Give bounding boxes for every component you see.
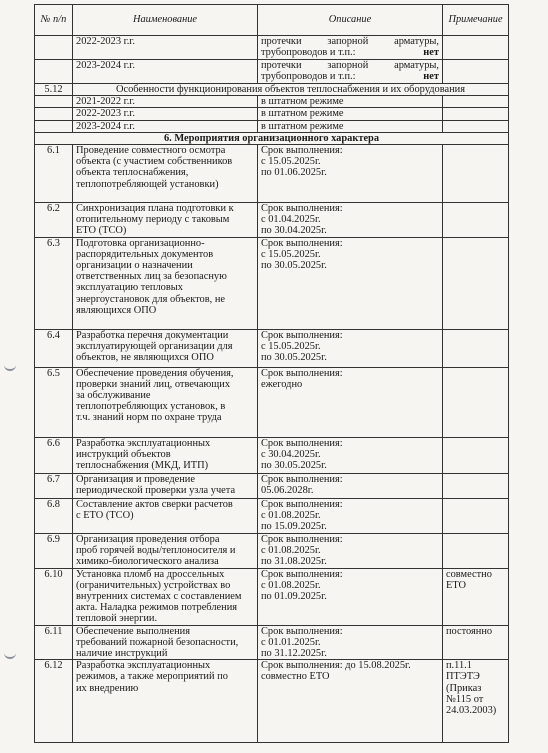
desc-text: протечки bbox=[261, 60, 302, 71]
table-row bbox=[35, 237, 509, 329]
name-line: внутренних системах с составлением bbox=[76, 591, 242, 603]
row-name: 2021-2022 г.г. bbox=[73, 96, 258, 108]
desc-value: нет bbox=[423, 71, 439, 83]
name-line: являющихся ОПО bbox=[76, 304, 157, 316]
name-line: Разработка перечня документации bbox=[76, 329, 229, 341]
name-line: ЕТО (ТСО) bbox=[76, 225, 127, 237]
name-line: Организация проведения отбора bbox=[76, 533, 220, 545]
desc-line: ежегодно bbox=[261, 378, 303, 390]
desc-line: с 15.05.2025г. bbox=[261, 156, 321, 168]
row-desc bbox=[258, 329, 443, 367]
desc-line: по 01.09.2025г. bbox=[261, 591, 327, 603]
name-line: проверки знаний лиц, отвечающих bbox=[76, 378, 231, 390]
row-name bbox=[73, 367, 258, 437]
name-line: Подготовка организационно- bbox=[76, 237, 205, 249]
name-line: проб горячей воды/теплоносителя и bbox=[76, 544, 236, 556]
desc-line: по 30.05.2025г. bbox=[261, 260, 327, 272]
name-line: Установка пломб на дроссельных bbox=[76, 568, 225, 580]
row-note bbox=[443, 473, 509, 498]
row-name bbox=[73, 625, 258, 660]
row-desc bbox=[258, 473, 443, 498]
desc-text: запорной bbox=[327, 60, 369, 71]
desc-value: нет bbox=[423, 47, 439, 59]
table-header-row bbox=[35, 5, 509, 36]
row-name bbox=[73, 533, 258, 568]
name-line: Составление актов сверки расчетов bbox=[76, 498, 233, 510]
desc-line: 05.06.2028г. bbox=[261, 484, 314, 496]
table-row bbox=[35, 473, 509, 498]
desc-line: Срок выполнения: bbox=[261, 625, 343, 637]
name-line: Организация и проведение bbox=[76, 473, 195, 485]
row-num: 6.5 bbox=[35, 367, 73, 437]
note-line: постоянно bbox=[446, 625, 493, 637]
name-line: организации о назначении bbox=[76, 260, 193, 272]
row-name bbox=[73, 437, 258, 473]
binder-clip-mark bbox=[4, 362, 16, 371]
name-line: Разработка эксплуатационных bbox=[76, 437, 211, 449]
table-row bbox=[35, 96, 509, 108]
row-name bbox=[73, 473, 258, 498]
row-note bbox=[443, 203, 509, 238]
row-desc bbox=[258, 36, 443, 60]
row-name: 2022-2023 г.г. bbox=[73, 36, 258, 60]
desc-line: Срок выполнения: bbox=[261, 473, 343, 485]
row-desc: в штатном режиме bbox=[258, 96, 443, 108]
desc-line: совместно ЕТО bbox=[261, 671, 330, 683]
desc-line: с 01.08.2025г. bbox=[261, 544, 321, 556]
row-name bbox=[73, 145, 258, 203]
name-line: с ЕТО (ТСО) bbox=[76, 509, 134, 521]
row-desc bbox=[258, 237, 443, 329]
name-line: эксплуатирующей организации для bbox=[76, 340, 233, 352]
row-name bbox=[73, 203, 258, 238]
row-num: 6.12 bbox=[35, 660, 73, 743]
note-line: ЕТО bbox=[446, 579, 467, 591]
table-row bbox=[35, 145, 509, 203]
header-name: Наименование bbox=[73, 5, 258, 36]
desc-line: Срок выполнения: bbox=[261, 498, 343, 510]
name-line: объекта (с участием собственников bbox=[76, 156, 233, 168]
binder-clip-mark bbox=[4, 650, 16, 659]
name-line: теплоснабжения (МКД, ИТП) bbox=[76, 460, 209, 472]
name-line: (ограничительных) устройствах во bbox=[76, 579, 231, 591]
desc-line: по 31.08.2025г. bbox=[261, 556, 327, 568]
name-line: распорядительных документов bbox=[76, 248, 214, 260]
row-num: 6.8 bbox=[35, 498, 73, 533]
table-row bbox=[35, 203, 509, 238]
name-line: отопительному периоду с таковым bbox=[76, 214, 230, 226]
name-line: ответственных лиц за безопасную bbox=[76, 271, 227, 283]
desc-line: Срок выполнения: bbox=[261, 533, 343, 545]
row-desc bbox=[258, 437, 443, 473]
header-num-text: № п/п bbox=[40, 14, 67, 26]
table-row bbox=[35, 437, 509, 473]
desc-line: по 30.05.2025г. bbox=[261, 352, 327, 364]
name-line: режимов, а также мероприятий по bbox=[76, 671, 228, 683]
row-desc bbox=[258, 625, 443, 660]
header-note: Примечание bbox=[443, 5, 509, 36]
note-line: п.11.1 bbox=[446, 660, 472, 672]
note-line: 24.03.2003) bbox=[446, 705, 497, 717]
section-title: Особенности функционирования объектов теплоснабжения и их оборудования bbox=[73, 84, 509, 96]
desc-line: с 01.08.2025г. bbox=[261, 579, 321, 591]
row-note bbox=[443, 437, 509, 473]
row-note bbox=[443, 498, 509, 533]
name-line: периодической проверки узла учета bbox=[76, 484, 236, 496]
measures-table bbox=[34, 4, 509, 743]
name-line: энергоустановок для объектов, не bbox=[76, 293, 225, 305]
table-row bbox=[35, 568, 509, 625]
row-desc bbox=[258, 498, 443, 533]
desc-line: с 15.05.2025г. bbox=[261, 340, 321, 352]
desc-text: трубопроводов и т.п.: bbox=[261, 71, 356, 83]
desc-line: с 01.04.2025г. bbox=[261, 214, 321, 226]
row-note bbox=[443, 367, 509, 437]
name-line: Синхронизация плана подготовки к bbox=[76, 203, 234, 215]
table-row bbox=[35, 60, 509, 84]
table-row bbox=[35, 498, 509, 533]
name-line: объекта теплоснабжения, bbox=[76, 167, 189, 179]
row-num: 6.6 bbox=[35, 437, 73, 473]
name-line: теплопотребляющих установок, в bbox=[76, 401, 226, 413]
desc-line: с 01.01.2025г. bbox=[261, 636, 321, 648]
desc-line: Срок выполнения: bbox=[261, 568, 343, 580]
row-num: 6.10 bbox=[35, 568, 73, 625]
desc-line: Срок выполнения: bbox=[261, 437, 343, 449]
row-desc bbox=[258, 203, 443, 238]
section-row-5-12 bbox=[35, 84, 509, 96]
desc-line: по 30.05.2025г. bbox=[261, 460, 327, 472]
note-line: №115 от bbox=[446, 693, 484, 705]
row-note bbox=[443, 237, 509, 329]
name-line: теплопотребляющей установки) bbox=[76, 178, 219, 190]
row-num: 6.3 bbox=[35, 237, 73, 329]
desc-line: по 31.12.2025г. bbox=[261, 648, 327, 660]
table-row bbox=[35, 36, 509, 60]
table-row bbox=[35, 660, 509, 743]
table-row bbox=[35, 329, 509, 367]
desc-line: Срок выполнения: bbox=[261, 367, 343, 379]
section-title: 6. Мероприятия организационного характера bbox=[35, 132, 509, 144]
header-num bbox=[35, 5, 73, 36]
row-name bbox=[73, 660, 258, 743]
table-body bbox=[35, 36, 509, 743]
table-row bbox=[35, 533, 509, 568]
document-page bbox=[34, 4, 508, 743]
desc-line: с 01.08.2025г. bbox=[261, 509, 321, 521]
row-desc bbox=[258, 367, 443, 437]
name-line: тепловой энергии. bbox=[76, 613, 158, 625]
table-row bbox=[35, 108, 509, 120]
name-line: их внедрению bbox=[76, 682, 139, 694]
desc-text: запорной bbox=[327, 36, 369, 47]
header-desc: Описание bbox=[258, 5, 443, 36]
name-line: Разработка эксплуатационных bbox=[76, 660, 211, 672]
desc-line: Срок выполнения: bbox=[261, 237, 343, 249]
row-name: 2022-2023 г.г. bbox=[73, 108, 258, 120]
row-num: 6.4 bbox=[35, 329, 73, 367]
row-note bbox=[443, 660, 509, 743]
name-line: объектов, не являющихся ОПО bbox=[76, 352, 214, 364]
row-num: 6.9 bbox=[35, 533, 73, 568]
row-desc: в штатном режиме bbox=[258, 108, 443, 120]
row-name bbox=[73, 237, 258, 329]
desc-line: Срок выполнения: bbox=[261, 145, 343, 157]
row-num: 6.1 bbox=[35, 145, 73, 203]
desc-text: арматуры, bbox=[394, 60, 439, 71]
note-line: ПТЭТЭ bbox=[446, 671, 480, 683]
row-name: 2023-2024 г.г. bbox=[73, 120, 258, 132]
note-line: (Приказ bbox=[446, 682, 482, 694]
row-note bbox=[443, 145, 509, 203]
name-line: Проведение совместного осмотра bbox=[76, 145, 226, 157]
name-line: т.ч. знаний норм по охране труда bbox=[76, 412, 222, 424]
name-line: требований пожарной безопасности, bbox=[76, 636, 239, 648]
desc-line: по 30.04.2025г. bbox=[261, 225, 327, 237]
desc-text: арматуры, bbox=[394, 36, 439, 47]
name-line: химико-биологического анализа bbox=[76, 556, 219, 568]
desc-line: Срок выполнения: bbox=[261, 203, 343, 215]
name-line: за обслуживание bbox=[76, 390, 151, 402]
row-name: 2023-2024 г.г. bbox=[73, 60, 258, 84]
table-row bbox=[35, 120, 509, 132]
name-line: эксплуатацию тепловых bbox=[76, 282, 183, 294]
desc-line: по 15.09.2025г. bbox=[261, 521, 327, 533]
name-line: инструкций объектов bbox=[76, 448, 171, 460]
row-num: 6.2 bbox=[35, 203, 73, 238]
table-row bbox=[35, 367, 509, 437]
row-note bbox=[443, 329, 509, 367]
desc-text: трубопроводов и т.п.: bbox=[261, 47, 356, 59]
name-line: акта. Наладка режимов потребления bbox=[76, 602, 238, 614]
row-name bbox=[73, 329, 258, 367]
row-desc bbox=[258, 145, 443, 203]
row-desc: в штатном режиме bbox=[258, 120, 443, 132]
name-line: Обеспечение выполнения bbox=[76, 625, 190, 637]
row-num: 6.7 bbox=[35, 473, 73, 498]
row-note bbox=[443, 625, 509, 660]
row-note bbox=[443, 568, 509, 625]
desc-line: с 15.05.2025г. bbox=[261, 248, 321, 260]
row-desc bbox=[258, 660, 443, 743]
row-num: 5.12 bbox=[35, 84, 73, 96]
desc-line: по 01.06.2025г. bbox=[261, 167, 327, 179]
row-desc bbox=[258, 533, 443, 568]
row-desc bbox=[258, 60, 443, 84]
desc-line: Срок выполнения: bbox=[261, 329, 343, 341]
desc-line: Срок выполнения: до 15.08.2025г. bbox=[261, 660, 411, 672]
desc-text: протечки bbox=[261, 36, 302, 47]
section-6-title-row bbox=[35, 132, 509, 144]
table-row bbox=[35, 625, 509, 660]
row-name bbox=[73, 568, 258, 625]
row-num: 6.11 bbox=[35, 625, 73, 660]
name-line: наличие инструкций bbox=[76, 648, 168, 660]
note-line: совместно bbox=[446, 568, 492, 580]
row-desc bbox=[258, 568, 443, 625]
row-note bbox=[443, 533, 509, 568]
row-name bbox=[73, 498, 258, 533]
name-line: Обеспечение проведения обучения, bbox=[76, 367, 234, 379]
desc-line: с 30.04.2025г. bbox=[261, 448, 321, 460]
